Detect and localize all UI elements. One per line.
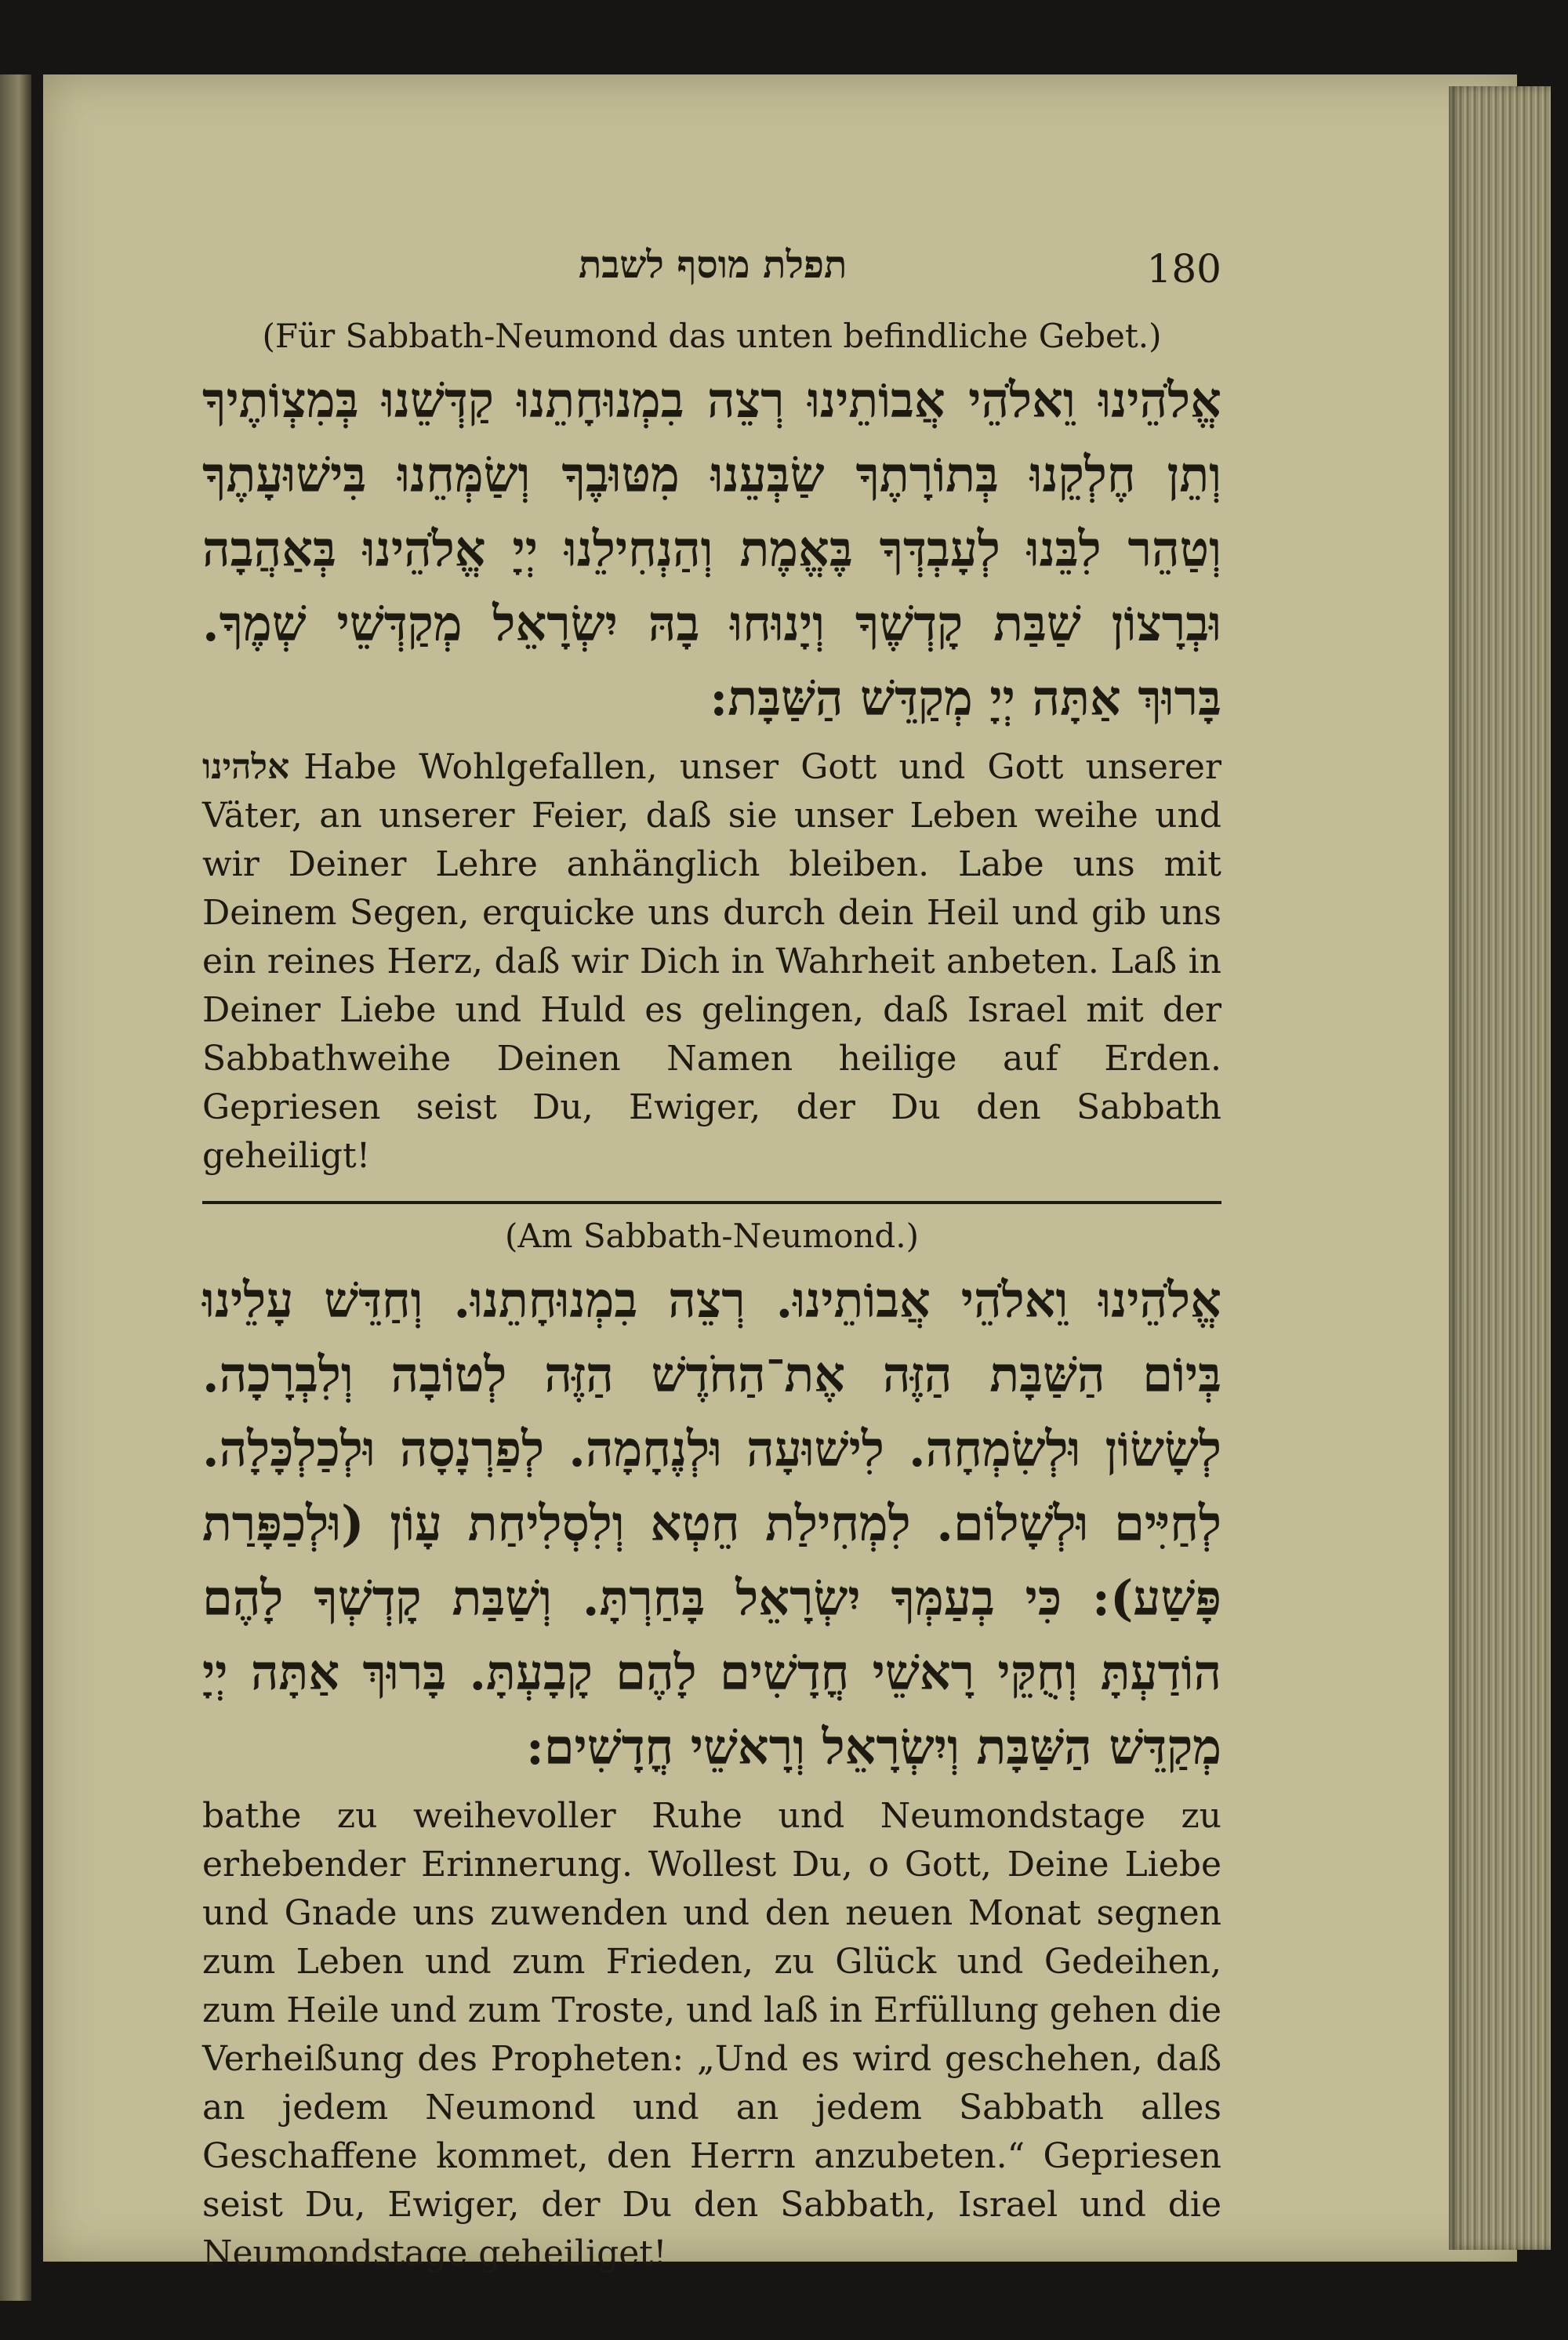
translation-lead-word: אלהינו bbox=[202, 747, 290, 787]
running-title: תפלת מוסף לשבת bbox=[579, 243, 848, 287]
translation-text: Habe Wohlgefallen, unser Gott und Gott unserer Väter, an unserer Feier, daß sie unser Leben weihe und wir Deiner Lehre anhänglich bleiben. Labe uns mit Deinem Segen, erquicke uns durch dein Heil und gib uns ein reines Herz, daß wir Dich in Wahrheit anbeten. Laß in Deiner Liebe und Huld es gelingen, daß Israel mit der Sabbathweihe Deinen Namen heilige auf Erden. Gepriesen seist Du, Ewiger, der Du den Sabbath geheiligt! bbox=[202, 747, 1221, 1176]
german-translation-neumond: bathe zu weihevoller Ruhe und Neumondstage zu erhebender Erinnerung. Wollest Du, o Gott, Deine Liebe und Gnade uns zuwenden und den neuen Monat segnen zum Leben und zum Frieden, zu Glück und Gedeihen, zum Heile und zum Troste, und laß in Erfüllung gehen die Verheißung des Propheten: „Und es wird geschehen, daß an jedem Neumond und an jedem Sabbath alles Geschaffene kommet, den Herrn anzubeten.“ Gepriesen seist Du, Ewiger, der Du den Sabbath, Israel und die Neumondstage geheiliget! bbox=[202, 1796, 1221, 2273]
page-number: 180 bbox=[1146, 246, 1221, 292]
section-caption-neumond: (Am Sabbath-Neumond.) bbox=[504, 1217, 920, 1255]
page-stack-edges bbox=[1449, 86, 1551, 2250]
german-translation bbox=[202, 743, 1221, 1181]
page-content bbox=[202, 235, 1221, 2278]
hebrew-prayer-neumond: אֱלֹהֵינוּ וֵאלֹהֵי אֲבוֹתֵינוּ. רְצֵה בִמְנוּחָתֵנוּ. וְחַדֵּשׁ עָלֵינוּ בְּיוֹם הַשַּׁבָּת הַזֶּה אֶת־הַחֹדֶשׁ הַזֶּה לְטוֹבָה וְלִבְרָכָה. לְשָׂשׂוֹן וּלְשִׂמְחָה. לִישׁוּעָה וּלְנֶחָמָה. לְפַרְנָסָה וּלְכַלְכָּלָה. לְחַיִּים וּלְשָׁלוֹם. לִמְחִילַת חֵטְא וְלִסְלִיחַת עָוֹן (וּלְכַפָּרַת פָּשַׁע): כִּי בְעַמְּךָ יִשְׂרָאֵל בָּחַרְתָּ. וְשַׁבַּת קָדְשְׁךָ לָהֶם הוֹדַעְתָּ וְחֻקֵּי רָאשֵׁי חֳדָשִׁים לָהֶם קָבָעְתָּ. בָּרוּךְ אַתָּה יְיָ מְקַדֵּשׁ הַשַּׁבָּת וְיִשְׂרָאֵל וְרָאשֵׁי חֳדָשִׁים: bbox=[202, 1272, 1221, 1776]
section-divider bbox=[202, 1201, 1221, 1204]
running-header bbox=[202, 235, 1221, 314]
section-caption: (Für Sabbath-Neumond das unten befindliche Gebet.) bbox=[262, 317, 1162, 355]
adjacent-page-edge bbox=[0, 74, 31, 2301]
hebrew-prayer: אֱלֹהֵינוּ וֵאלֹהֵי אֲבוֹתֵינוּ רְצֵה בִמְנוּחָתֵנוּ קַדְּשֵׁנוּ בְּמִצְוֹתֶיךָ וְתֵן חֶלְקֵנוּ בְּתוֹרָתֶךָ שַׂבְּעֵנוּ מִטּוּבֶךָ וְשַׂמְּחֵנוּ בִּישׁוּעָתֶךָ וְטַהֵר לִבֵּנוּ לְעָבְדְּךָ בֶּאֱמֶת וְהַנְחִילֵנוּ יְיָ אֱלֹהֵינוּ בְּאַהֲבָה וּבְרָצוֹן שַׁבַּת קָדְשֶׁךָ וְיָנוּחוּ בָהּ יִשְׂרָאֵל מְקַדְּשֵׁי שְׁמֶךָ. בָּרוּךְ אַתָּה יְיָ מְקַדֵּשׁ הַשַּׁבָּת: bbox=[202, 372, 1221, 727]
